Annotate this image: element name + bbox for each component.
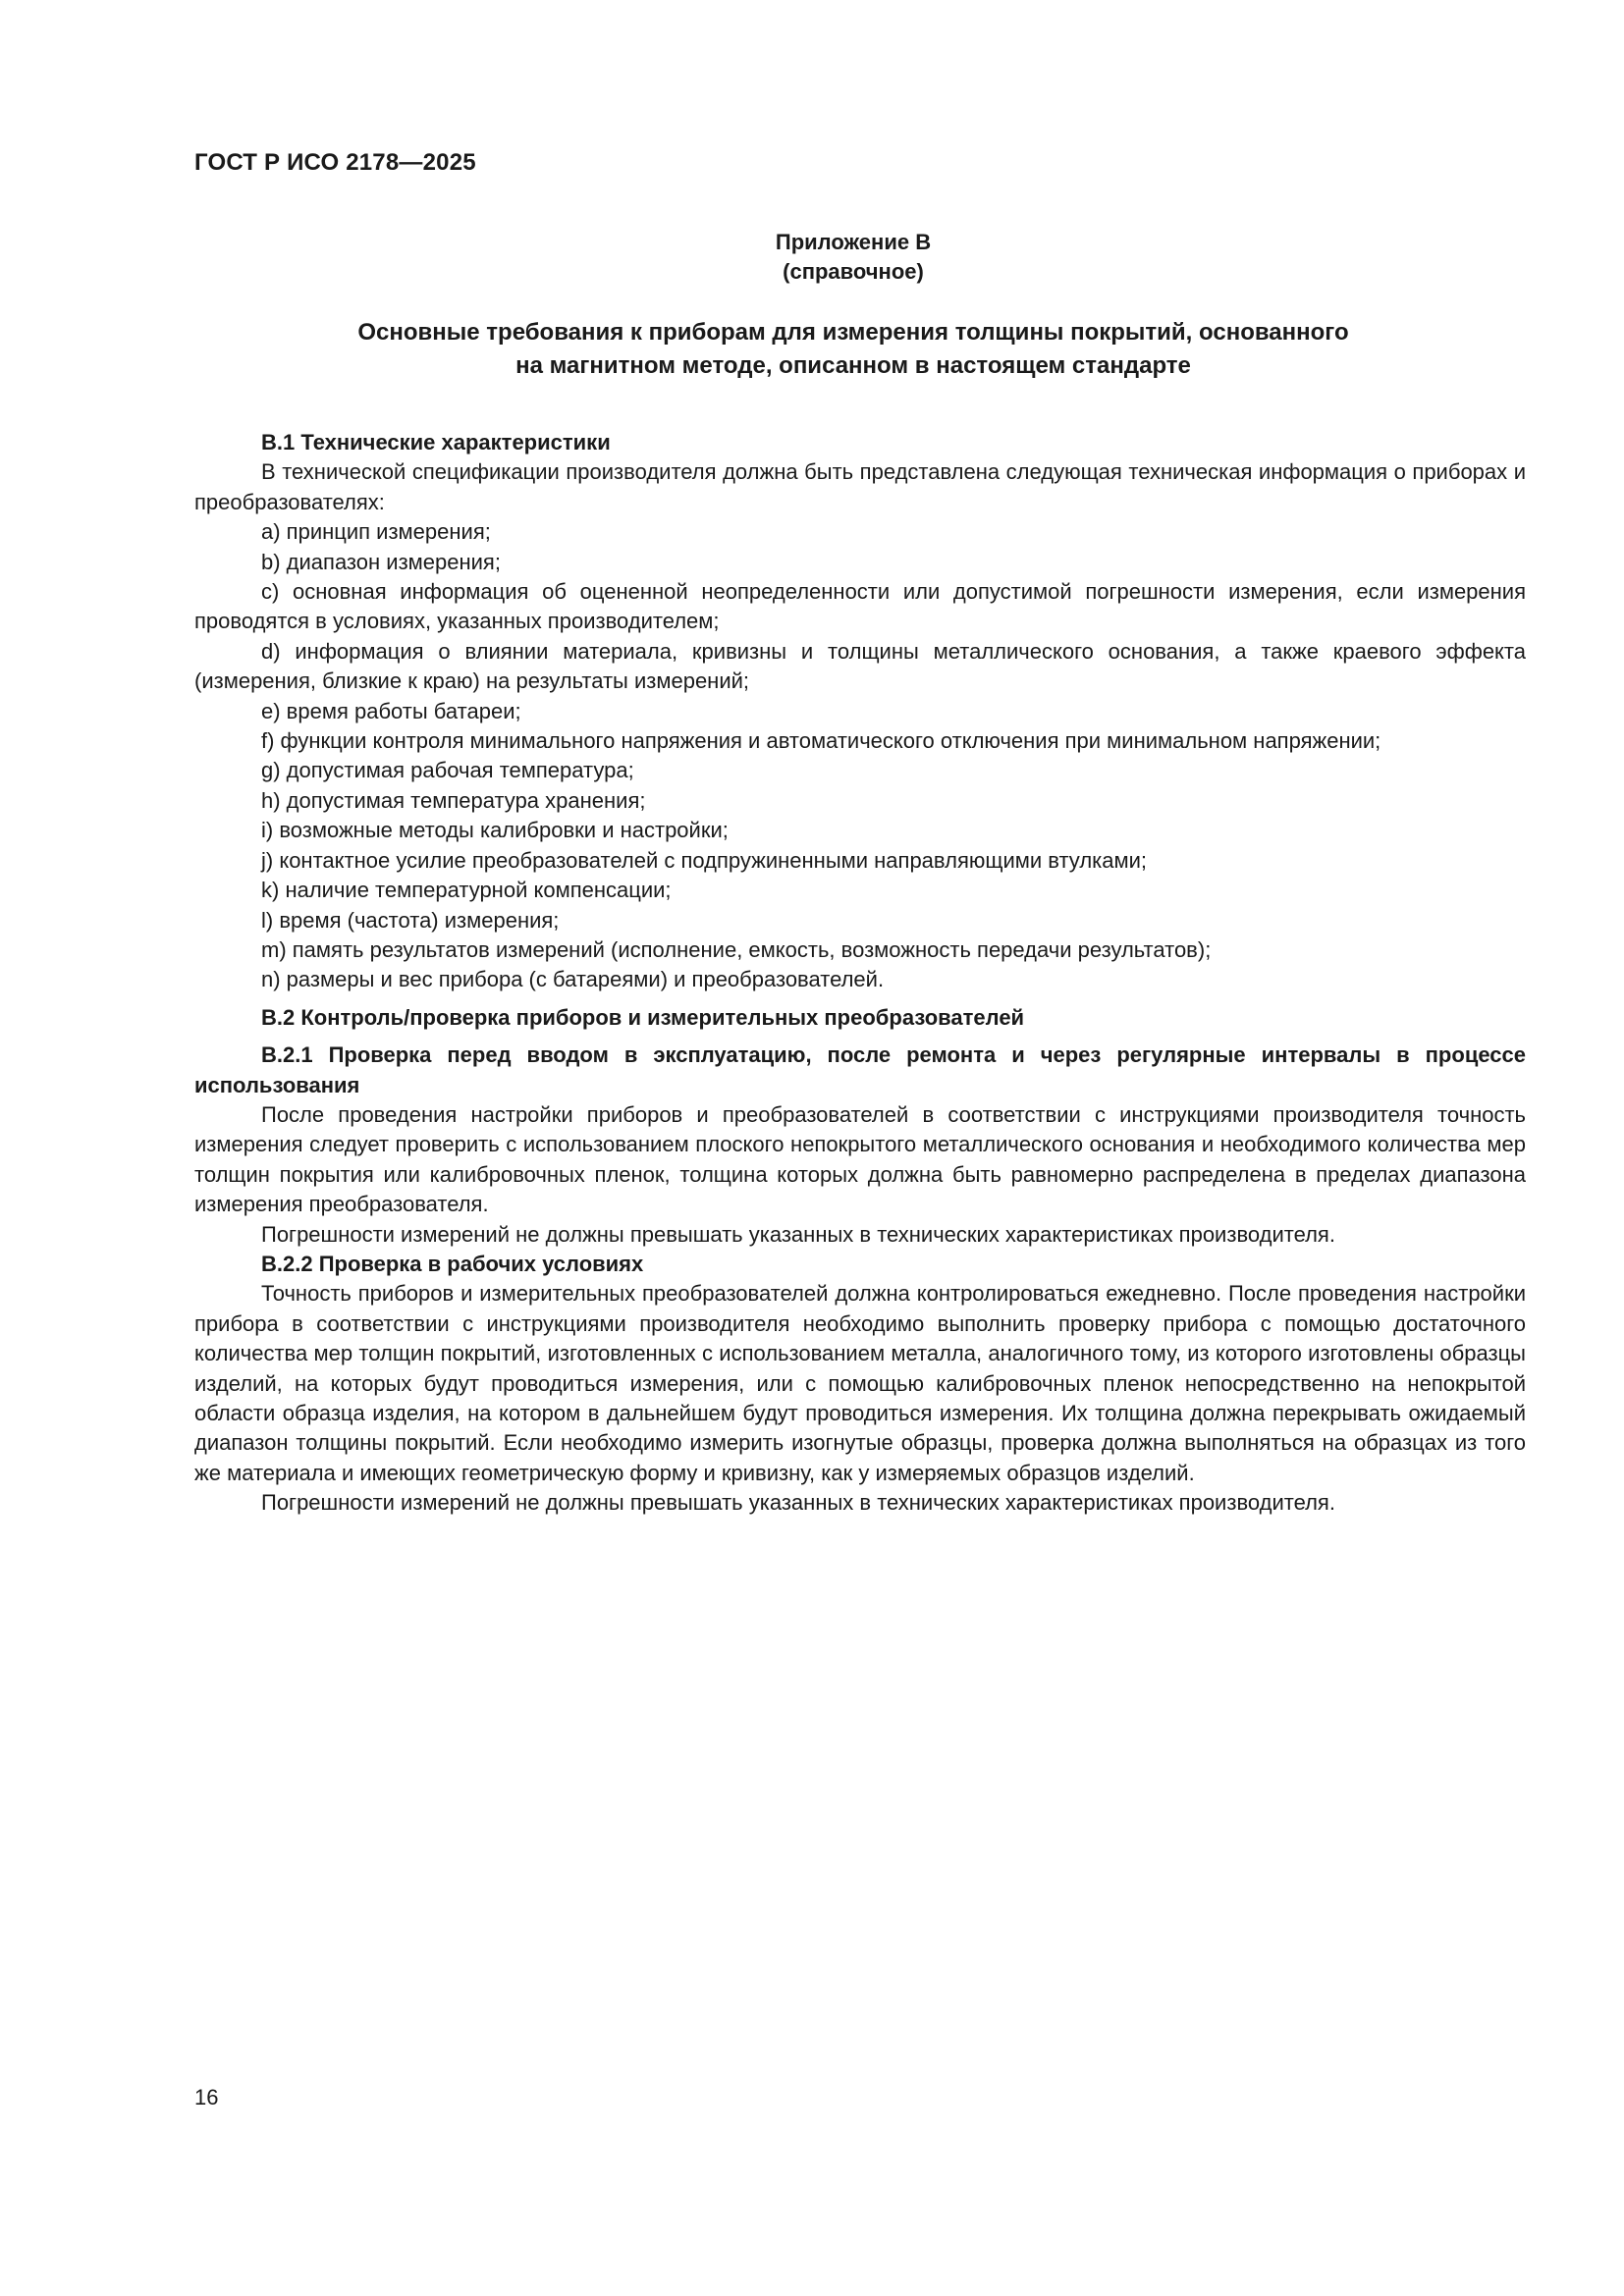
annex-title-line-2: на магнитном методе, описанном в настоящем стандарте bbox=[515, 352, 1191, 379]
section-b1-intro: В технической спецификации производителя должна быть представлена следующая техническая информация о приборах и преобразователях: bbox=[194, 459, 1526, 514]
list-item: i) возможные методы калибровки и настройки; bbox=[261, 818, 729, 843]
annex-heading bbox=[0, 228, 1624, 287]
paragraph-b21-1: После проведения настройки приборов и преобразователей в соответствии с инструкциями производителя точность измерения следует проверить с использованием плоского непокрытого металлического основания и необходимого количества мер толщин покрытия или калибровочных пленок, толщина которых должна быть равномерно распределена в пределах диапазона измерения преобразователя. bbox=[194, 1101, 1526, 1217]
list-item: а) принцип измерения; bbox=[261, 519, 491, 545]
paragraph-b22-1: Точность приборов и измерительных преобразователей должна контролироваться ежедневно. После проведения настройки прибора в соответствии с инструкциями производителя необходимо выполнить проверку прибора с помощью достаточного количества мер толщин покрытий, изготовленных с использованием металла, аналогичного тому, из которого изготовлены образцы изделий, на которых будут проводиться измерения, или с помощью калибровочных пленок непосредственно на непокрытой области образца изделия, на котором в дальнейшем будут проводиться измерения. Их толщина должна перекрывать ожидаемый диапазон толщины покрытий. Если необходимо измерить изогнутые образцы, проверка должна выполняться на образцах из того же материала и имеющих геометрическую форму и кривизну, как у измеряемых образцов изделий. bbox=[194, 1281, 1526, 1485]
list-item: d) информация о влиянии материала, кривизны и толщины металлического основания, а также краевого эффекта (измерения, близкие к краю) на результаты измерений; bbox=[194, 638, 1526, 694]
paragraph-b22-2: Погрешности измерений не должны превышать указанных в технических характеристиках производителя. bbox=[261, 1490, 1335, 1516]
annex-title bbox=[0, 316, 1624, 383]
list-item: b) диапазон измерения; bbox=[261, 549, 501, 574]
list-item: n) размеры и вес прибора (с батареями) и преобразователей. bbox=[261, 967, 885, 992]
paragraph-b21-2: Погрешности измерений не должны превышать указанных в технических характеристиках производителя. bbox=[261, 1221, 1335, 1247]
document-code: ГОСТ Р ИСО 2178—2025 bbox=[194, 149, 476, 176]
document-body bbox=[194, 428, 1526, 1519]
annex-type: (справочное) bbox=[783, 259, 924, 284]
list-item: k) наличие температурной компенсации; bbox=[261, 878, 672, 903]
list-item: l) время (частота) измерения; bbox=[261, 907, 560, 933]
list-item: е) время работы батареи; bbox=[261, 698, 521, 723]
section-heading-b2: В.2 Контроль/проверка приборов и измерительных преобразователей bbox=[261, 1004, 1025, 1030]
subsection-heading-b21: В.2.1 Проверка перед вводом в эксплуатацию, после ремонта и через регулярные интервалы в процессе использования bbox=[194, 1042, 1526, 1097]
annex-label: Приложение В bbox=[775, 230, 932, 254]
list-item: g) допустимая рабочая температура; bbox=[261, 758, 634, 783]
list-item: с) основная информация об оцененной неопределенности или допустимой погрешности измерения, если измерения проводятся в условиях, указанных производителем; bbox=[194, 579, 1526, 634]
annex-title-line-1: Основные требования к приборам для измерения толщины покрытий, основанного bbox=[357, 319, 1349, 346]
page-number: 16 bbox=[194, 2085, 219, 2109]
list-item: h) допустимая температура хранения; bbox=[261, 787, 646, 813]
subsection-heading-b22: В.2.2 Проверка в рабочих условиях bbox=[261, 1251, 644, 1276]
list-item: f) функции контроля минимального напряжения и автоматического отключения при минимальном напряжении; bbox=[261, 728, 1381, 754]
list-item: m) память результатов измерений (исполнение, емкость, возможность передачи результатов); bbox=[261, 936, 1212, 962]
list-item: j) контактное усилие преобразователей с подпружиненными направляющими втулками; bbox=[261, 847, 1148, 873]
section-heading-b1: В.1 Технические характеристики bbox=[261, 430, 611, 454]
